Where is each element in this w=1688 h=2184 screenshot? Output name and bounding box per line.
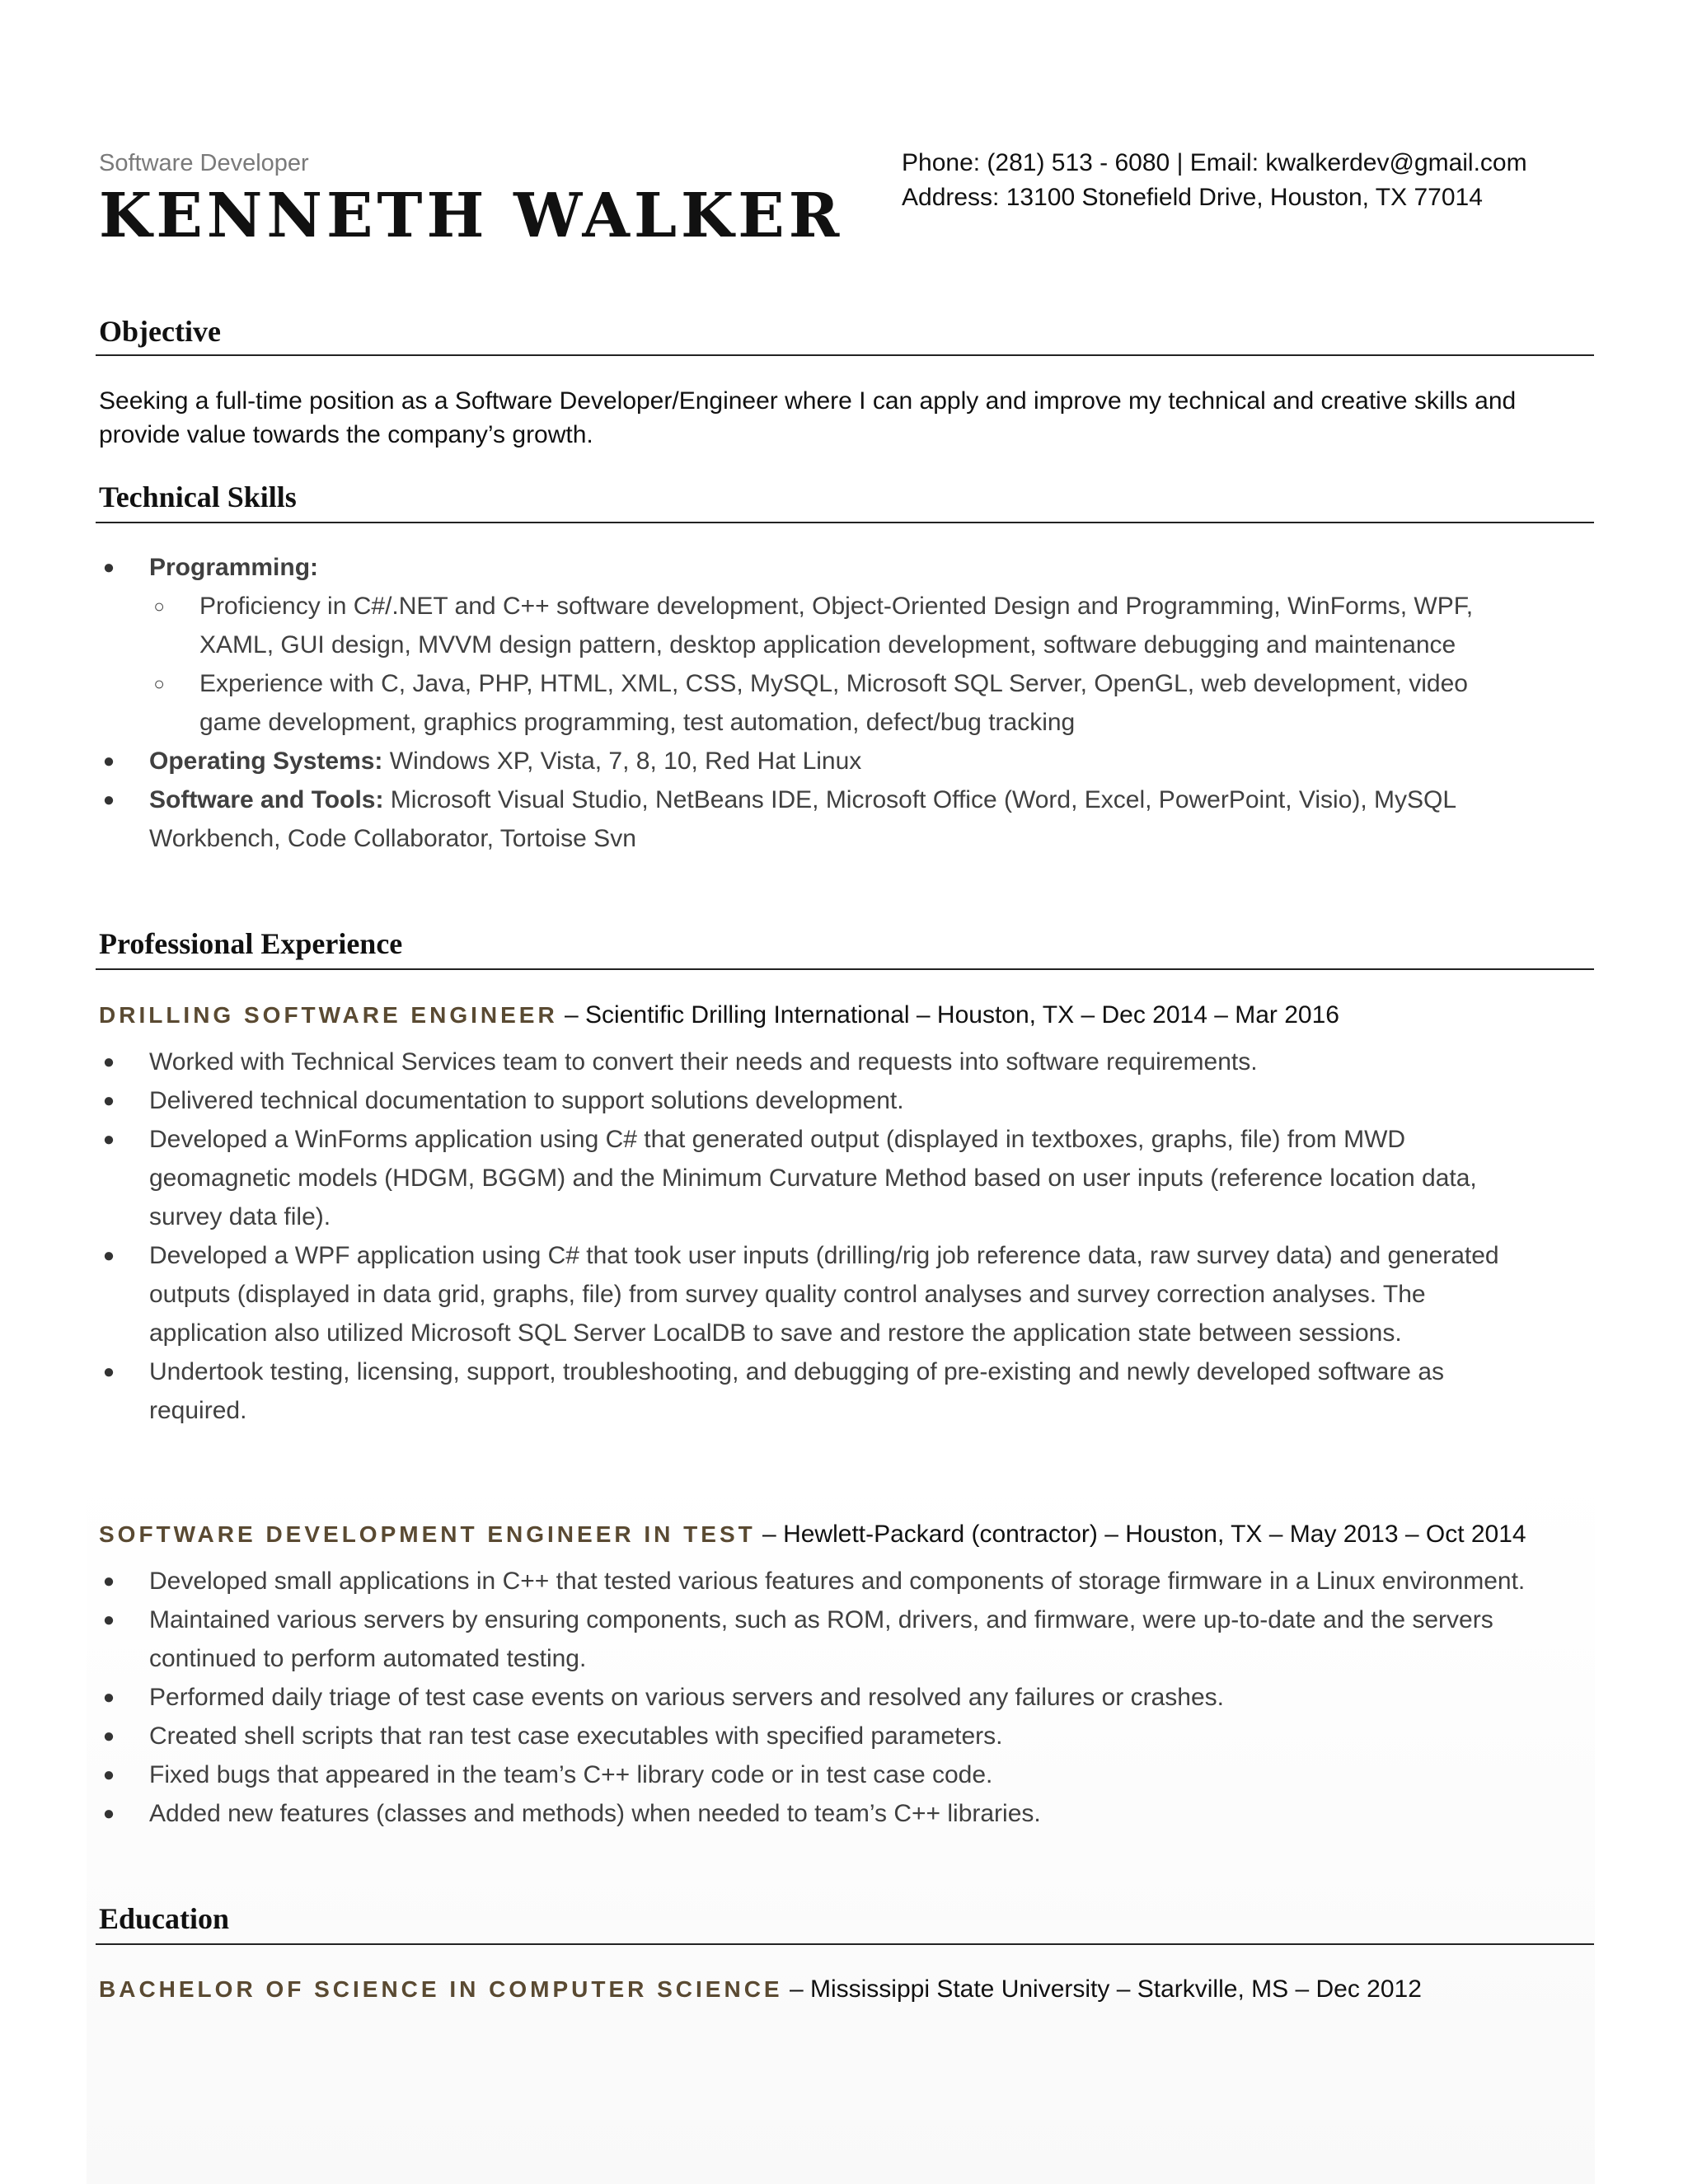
bullet-text: Fixed bugs that appeared in the team’s C++ library code or in test case code.	[149, 1761, 993, 1788]
skill-label: Programming:	[149, 554, 319, 581]
bullet-text: Developed a WinForms application using C# that generated output (displayed in textboxes, graphs, file) from MWD geomagnetic models (HDGM, BGGM) and the Minimum Curvature Method based on user inputs (reference location data, survey data file).	[149, 1126, 1477, 1230]
objective-text: Seeking a full-time position as a Software Developer/Engineer where I can apply and improve my technical and creative skills and provide value towards the company’s growth.	[99, 387, 1517, 448]
hollow-bullet-icon: ○	[153, 673, 165, 694]
candidate-name: KENNETH WALKER	[99, 180, 844, 251]
contact-info	[902, 146, 1527, 215]
education-divider	[96, 1943, 1594, 1945]
bullet-text: Developed small applications in C++ that tested various features and components of storage firmware in a Linux environment.	[149, 1568, 1526, 1595]
job-title: Software Developer	[99, 150, 309, 176]
address-line: Address: 13100 Stonefield Drive, Houston, TX 77014	[902, 184, 1483, 211]
education-heading: Education	[99, 1902, 230, 1935]
experience-heading: Professional Experience	[99, 927, 403, 960]
job-bullets	[99, 1562, 1533, 1833]
objective-heading: Objective	[99, 315, 221, 348]
skills-divider	[96, 522, 1594, 523]
bullet-icon: ●	[102, 1686, 115, 1708]
job-details: – Scientific Drilling International – Houston, TX – Dec 2014 – Mar 2016	[557, 1001, 1339, 1029]
list-item	[99, 1678, 1533, 1717]
bullet-text: Worked with Technical Services team to convert their needs and requests into software requirements.	[149, 1048, 1258, 1076]
list-item	[99, 1794, 1533, 1833]
list-item	[99, 1755, 1533, 1794]
skill-label: Operating Systems:	[149, 748, 383, 775]
skill-programming	[99, 548, 1533, 742]
contact-line: Phone: (281) 513 - 6080 | Email: kwalkerdev@gmail.com	[902, 149, 1527, 176]
bullet-icon: ●	[102, 1244, 115, 1267]
skills-heading: Technical Skills	[99, 480, 297, 513]
header-left	[99, 147, 843, 249]
bullet-icon: ●	[102, 556, 115, 579]
job-role: DRILLING SOFTWARE ENGINEER	[99, 1002, 558, 1028]
job-role: SOFTWARE DEVELOPMENT ENGINEER IN TEST	[99, 1521, 756, 1547]
bullet-icon: ●	[102, 1725, 115, 1747]
programming-sublist	[149, 587, 1533, 742]
bullet-icon: ●	[102, 750, 115, 772]
list-item	[149, 664, 1533, 742]
bullet-text: Added new features (classes and methods) when needed to team’s C++ libraries.	[149, 1800, 1041, 1827]
sub-item-text: Experience with C, Java, PHP, HTML, XML, CSS, MySQL, Microsoft SQL Server, OpenGL, web development, video game development, graphics programming, test automation, defect/bug tracking	[199, 670, 1468, 736]
degree-title: BACHELOR OF SCIENCE IN COMPUTER SCIENCE	[99, 1976, 783, 2002]
skill-label: Software and Tools:	[149, 786, 384, 813]
list-item	[99, 1562, 1533, 1601]
bullet-text: Created shell scripts that ran test case executables with specified parameters.	[149, 1722, 1003, 1750]
education-details: – Mississippi State University – Starkville, MS – Dec 2012	[782, 1975, 1422, 2003]
skill-value: Microsoft Visual Studio, NetBeans IDE, Microsoft Office (Word, Excel, PowerPoint, Visio), MySQL Workbench, Code Collaborator, Tortoise Svn	[149, 786, 1456, 852]
job-details: – Hewlett-Packard (contractor) – Houston, TX – May 2013 – Oct 2014	[755, 1521, 1526, 1548]
bullet-text: Maintained various servers by ensuring components, such as ROM, drivers, and firmware, were up-to-date and the servers continued to perform automated testing.	[149, 1606, 1493, 1672]
education-entry	[99, 1972, 1592, 2007]
bullet-icon: ●	[102, 789, 115, 811]
list-item	[99, 1717, 1533, 1755]
bullet-text: Developed a WPF application using C# that took user inputs (drilling/rig job reference data, raw survey data) and generated outputs (displayed in data grid, graphs, file) from survey quality control analyses and survey correction analyses. The application also utilized Microsoft SQL Server LocalDB to save and restore the application state between sessions.	[149, 1242, 1499, 1347]
list-item	[99, 1043, 1533, 1081]
skill-operating-systems	[99, 742, 1533, 780]
bullet-icon: ●	[102, 1570, 115, 1592]
bullet-icon: ●	[102, 1090, 115, 1112]
bullet-icon: ●	[102, 1802, 115, 1825]
bullet-text: Performed daily triage of test case events on various servers and resolved any failures or crashes.	[149, 1684, 1224, 1711]
list-item	[99, 1601, 1533, 1678]
bullet-text: Delivered technical documentation to support solutions development.	[149, 1087, 904, 1114]
job-heading	[99, 998, 1592, 1033]
bullet-text: Undertook testing, licensing, support, troubleshooting, and debugging of pre-existing and newly developed software as required.	[149, 1358, 1445, 1424]
list-item	[149, 587, 1533, 664]
skill-software-tools	[99, 780, 1533, 858]
bullet-icon: ●	[102, 1051, 115, 1073]
bullet-icon: ●	[102, 1609, 115, 1631]
objective-divider	[96, 354, 1594, 356]
job-heading	[99, 1517, 1592, 1552]
list-item	[99, 1352, 1533, 1430]
bullet-icon: ●	[102, 1361, 115, 1383]
list-item	[99, 1236, 1533, 1352]
list-item	[99, 1081, 1533, 1120]
skill-value: Windows XP, Vista, 7, 8, 10, Red Hat Linux	[382, 748, 862, 775]
bullet-icon: ●	[102, 1764, 115, 1786]
job-bullets	[99, 1043, 1533, 1430]
bullet-icon: ●	[102, 1128, 115, 1151]
experience-divider	[96, 968, 1594, 970]
list-item	[99, 1120, 1533, 1236]
skills-list	[99, 548, 1533, 858]
hollow-bullet-icon: ○	[153, 596, 165, 616]
sub-item-text: Proficiency in C#/.NET and C++ software development, Object-Oriented Design and Programming, WinForms, WPF, XAML, GUI design, MVVM design pattern, desktop application development, software debugging and maintenance	[199, 593, 1474, 658]
